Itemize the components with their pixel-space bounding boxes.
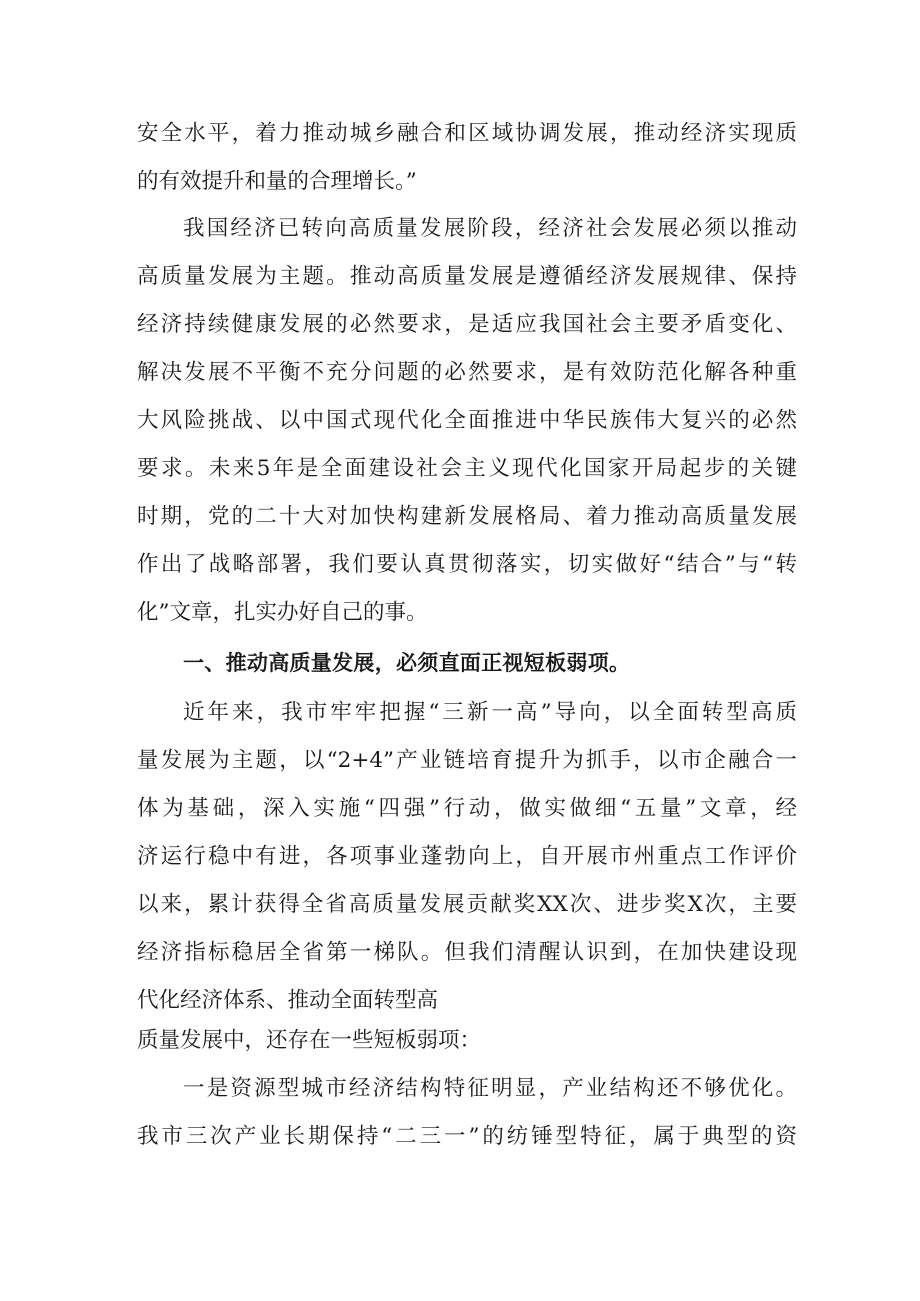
body-line: 大风险挑战、以中国式现代化全面推进中华民族伟大复兴的必然 [137, 408, 797, 433]
body-line: 体为基础，深入实施“四强”行动，做实做细“五量”文章，经 [137, 796, 797, 821]
body-line: 高质量发展为主题。推动高质量发展是遵循经济发展规律、保持 [137, 264, 797, 289]
body-line: 安全水平，着力推动城乡融合和区域协调发展，推动经济实现质 [137, 121, 797, 146]
body-line: 量发展为主题，以“2+4”产业链培育提升为抓手，以市企融合一 [137, 748, 797, 773]
body-line: 济运行稳中有进，各项事业蓬勃向上，自开展市州重点工作评价 [137, 844, 797, 869]
paragraph-first-line: 近年来，我市牢牢把握“三新一高”导向，以全面转型高质 [183, 700, 797, 725]
body-line: 质量发展中，还存在一些短板弱项： [137, 1028, 482, 1053]
body-line: 要求。未来5年是全面建设社会主义现代化国家开局起步的关键 [137, 456, 797, 481]
body-line: 我市三次产业长期保持“二三一”的纺锤型特征，属于典型的资 [137, 1124, 797, 1149]
body-line: 代化经济体系、推动全面转型高 [137, 988, 439, 1013]
body-line: 时期，党的二十大对加快构建新发展格局、着力推动高质量发展 [137, 504, 797, 529]
body-line: 作出了战略部署，我们要认真贯彻落实，切实做好“结合”与“转 [137, 552, 797, 577]
body-line: 解决发展不平衡不充分问题的必然要求，是有效防范化解各种重 [137, 360, 797, 385]
section-heading: 一、推动高质量发展，必须直面正视短板弱项。 [183, 651, 631, 675]
body-line: 经济持续健康发展的必然要求，是适应我国社会主要矛盾变化、 [137, 312, 797, 337]
body-line: 经济指标稳居全省第一梯队。但我们清醒认识到，在加快建设现 [137, 940, 797, 965]
body-line: 化”文章，扎实办好自己的事。 [137, 600, 428, 625]
body-line: 的有效提升和量的合理增长。” [137, 169, 417, 194]
body-line: 以来，累计获得全省高质量发展贡献奖XX次、进步奖X次，主要 [137, 892, 797, 917]
paragraph-first-line: 我国经济已转向高质量发展阶段，经济社会发展必须以推动 [183, 216, 797, 241]
paragraph-first-line: 一是资源型城市经济结构特征明显，产业结构还不够优化。 [183, 1076, 797, 1101]
